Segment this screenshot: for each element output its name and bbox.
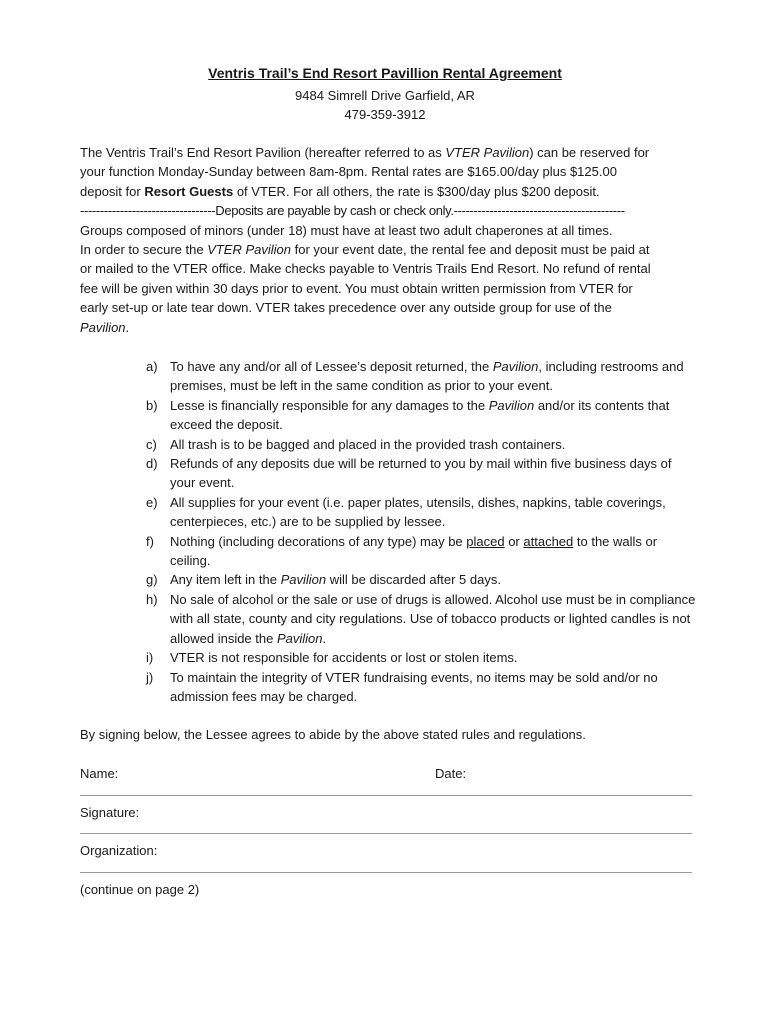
agreement-statement: By signing below, the Lessee agrees to abide by the above stated rules and regulations. [80, 727, 586, 742]
rule-marker: c) [146, 436, 157, 452]
pavilion-term: Pavilion [276, 630, 323, 646]
rule-marker: f) [146, 533, 154, 549]
organization-line[interactable] [80, 872, 692, 873]
intro-line: The Ventris Trail’s End Resort Pavilion (hereafter referred to as VTER Pavilion) can be reserved for [80, 145, 650, 160]
signature-label: Signature: [80, 805, 140, 820]
continue-note: (continue on page 2) [80, 882, 200, 897]
signature-line[interactable] [80, 833, 692, 834]
attached-term: attached [523, 533, 574, 549]
name-date-line[interactable] [80, 795, 692, 796]
vter-pavilion-term: VTER Pavilion [445, 145, 530, 160]
intro-paragraph [80, 143, 695, 337]
intro-line: deposit for Resort Guests of VTER. For all others, the rate is $300/day plus $200 deposit. [80, 183, 600, 199]
placed-term: placed [466, 533, 505, 549]
rule-marker: i) [146, 650, 154, 666]
rule-item: i) VTER is not responsible for accidents or lost or stolen items. [146, 648, 696, 667]
rule-item: g) Any item left in the Pavilion will be discarded after 5 days. [146, 570, 696, 589]
rule-marker: a) [146, 359, 158, 374]
vter-pavilion-term: VTER Pavilion [207, 242, 291, 258]
name-label: Name: [80, 766, 119, 781]
intro-line: Groups composed of minors (under 18) must have at least two adult chaperones at all times. [80, 222, 613, 238]
resort-phone: 479-359-3912 [344, 107, 426, 122]
rule-marker: e) [146, 494, 158, 510]
rule-item: e) All supplies for your event (i.e. paper plates, utensils, dishes, napkins, table coverings, centerpieces, etc.) are to be supplied by lessee. [146, 494, 666, 530]
pavilion-term: Pavilion [488, 397, 535, 413]
rule-item: a) To have any and/or all of Lessee’s deposit returned, the Pavilion, including restrooms and premises, must be left in the same condition as prior to your event. [146, 359, 684, 394]
pavilion-term: Pavilion [280, 572, 327, 588]
rule-item: j) To maintain the integrity of VTER fundraising events, no items may be sold and/or no admission fees may be charged. [146, 669, 658, 704]
pavilion-term: Pavilion [492, 359, 539, 374]
intro-line: your function Monday-Sunday between 8am-8pm. Rental rates are $165.00/day plus $125.00 [80, 164, 617, 180]
rule-marker: g) [146, 572, 158, 588]
intro-line: In order to secure the VTER Pavilion for your event date, the rental fee and deposit must be paid at [80, 242, 650, 258]
intro-line: early set-up or late tear down. VTER takes precedence over any outside group for use of the [80, 300, 612, 316]
rule-marker: b) [146, 397, 158, 413]
intro-line: or mailed to the VTER office. Make checks payable to Ventris Trails End Resort. No refund of rental [80, 261, 651, 277]
rule-marker: j) [146, 669, 154, 685]
intro-line: Pavilion. [80, 319, 130, 335]
rules-list [146, 357, 696, 706]
rule-marker: d) [146, 456, 158, 472]
rule-item: c) All trash is to be bagged and placed in the provided trash containers. [146, 435, 696, 454]
deposit-note: ----------------------------------Deposits are payable by cash or check only.------------------------------------------- [80, 203, 625, 219]
pavilion-term: Pavilion [80, 319, 126, 335]
intro-line: fee will be given within 30 days prior to event. You must obtain written permission from VTER for [80, 280, 633, 296]
organization-label: Organization: [80, 843, 158, 858]
rule-item: d) Refunds of any deposits due will be returned to you by mail within five business days of your event. [146, 456, 672, 491]
rule-marker: h) [146, 591, 158, 607]
rule-item: h) No sale of alcohol or the sale or use of drugs is allowed. Alcohol use must be in compliance with all state, county and city regulations. Use of tobacco products or lighted candles is not allowed inside the Pavilion. [146, 591, 696, 646]
rule-item: f) Nothing (including decorations of any type) may be placed or attached to the walls or ceiling. [146, 533, 658, 569]
rule-item: b) Lesse is financially responsible for any damages to the Pavilion and/or its contents that exceed the deposit. [146, 397, 670, 433]
date-label: Date: [435, 766, 467, 781]
resort-address: 9484 Simrell Drive Garfield, AR [295, 88, 475, 103]
document-title: Ventris Trail’s End Resort Pavillion Rental Agreement [208, 65, 562, 81]
resort-guests-term: Resort Guests [144, 183, 234, 199]
